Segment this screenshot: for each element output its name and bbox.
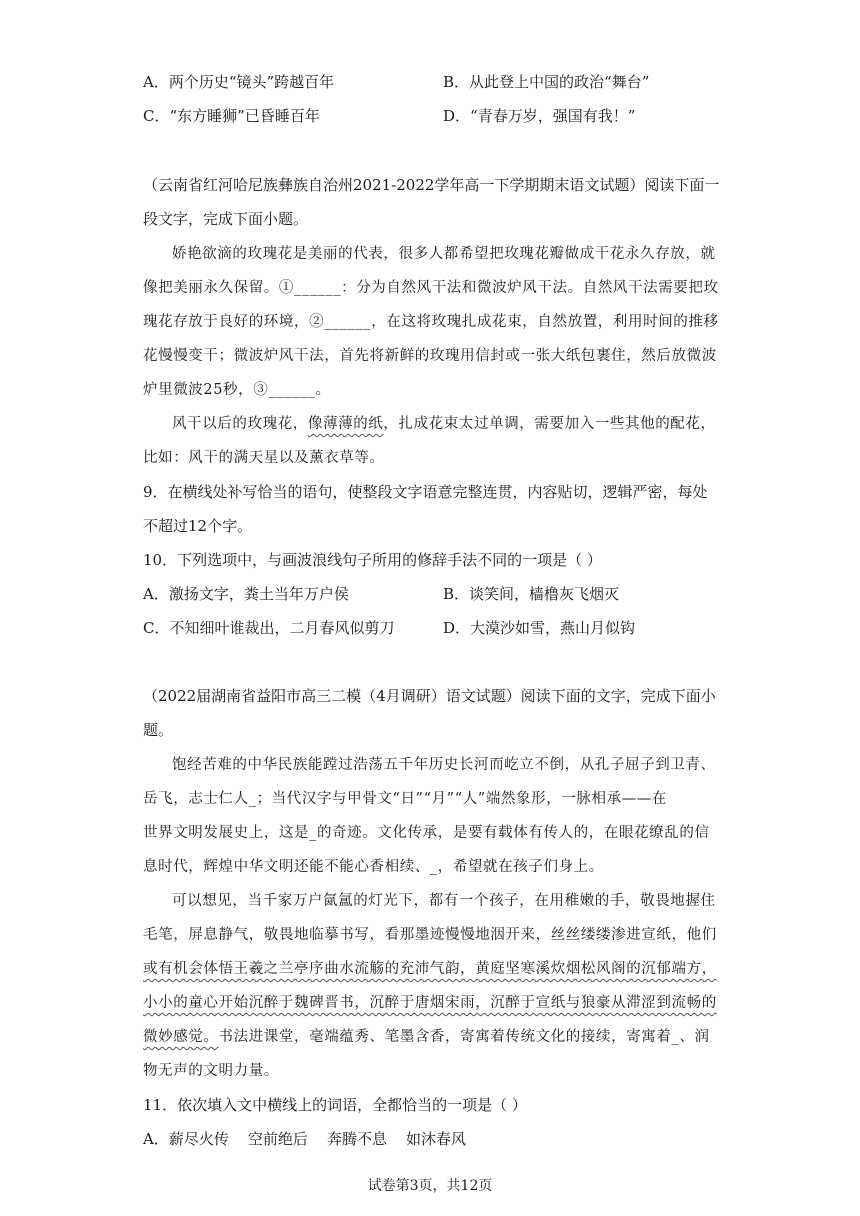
passage2-line: 岳飞，志士仁人_；当代汉字与甲骨文“日”“月”“人”端然象形，一脉相承——在 [143, 791, 668, 807]
wavy-underlined-line: 小小的童心开始沉醉于魏碑晋书，沉醉于唐烟宋雨，沉醉于宣纸与狼豪从滞涩到流畅的 [143, 995, 717, 1011]
option-c: C．“东方睡狮”已昏睡百年 [143, 107, 320, 125]
passage1-line: 娇艳欲滴的玫瑰花是美丽的代表，很多人都希望把玫瑰花瓣做成干花永久存放，就 [172, 246, 716, 262]
section1-source-cont: 段文字，完成下面小题。 [143, 210, 309, 228]
wavy-underlined-line: 或有机会体悟王羲之兰亭序曲水流觞的充沛气韵，黄庭坚寒溪炊烟松风阁的沉郁端方， [143, 961, 717, 977]
question-9: 9．在横线处补写恰当的语句，使整段文字语意完整连贯，内容贴切，逻辑严密，每处 [143, 483, 708, 501]
passage2-line: 可以想见，当千家万户氤氲的灯光下，都有一个孩子，在用稚嫩的手，敬畏地握住 [172, 893, 716, 909]
question-10: 10．下列选项中，与画波浪线句子所用的修辞手法不同的一项是（ ） [143, 551, 602, 569]
q10-option-d: D．大漠沙如雪，燕山月似钩 [443, 619, 636, 637]
passage2-line: 物无声的文明力量。 [143, 1063, 279, 1079]
page-footer: 试卷第3页，共12页 [367, 1178, 493, 1194]
passage1-line: 比如：风干的满天星以及薰衣草等。 [143, 450, 385, 466]
passage2-line: 世界文明发展史上，这是_的奇迹。文化传承，是要有载体有传人的，在眼花缭乱的信 [143, 825, 710, 841]
passage1-line: 炉里微波25秒，③______。 [143, 382, 331, 398]
passage2-line [143, 1027, 710, 1047]
passage2-line: 息时代，辉煌中华文明还能不能心香相续、_，希望就在孩子们身上。 [143, 859, 604, 875]
passage-text: ，扎成花束太过单调，需要加入一些其他的配花， [383, 416, 716, 432]
section2-source-cont: 题。 [143, 721, 174, 739]
section2-source: （2022届湖南省益阳市高三二模（4月调研）语文试题）阅读下面的文字，完成下面小 [143, 687, 716, 705]
passage1-line: 像把美丽永久保留。①______：分为自然风干法和微波炉风干法。自然风干法需要把玫 [143, 280, 719, 296]
option-a: A．两个历史“镜头”跨越百年 [143, 73, 335, 91]
option-b: B．从此登上中国的政治“舞台” [443, 73, 650, 91]
passage-text: 风干以后的玫瑰花， [172, 416, 308, 432]
passage2-line: 毛笔，屏息静气，敬畏地临摹书写，看那墨迹慢慢地洇开来，丝丝缕缕渗进宣纸，他们 [143, 927, 717, 943]
q10-option-c: C．不知细叶谁裁出，二月春风似剪刀 [143, 619, 395, 637]
passage2-line: 饱经苦难的中华民族能蹚过浩荡五千年历史长河而屹立不倒，从孔子屈子到卫青、 [172, 757, 716, 773]
q10-option-a: A．激扬文字，粪土当年万户侯 [143, 585, 349, 603]
question-9-cont: 不超过12个字。 [143, 517, 253, 535]
passage1-line [172, 414, 716, 434]
section1-source: （云南省红河哈尼族彝族自治州2021-2022学年高一下学期期末语文试题）阅读下面一 [143, 176, 720, 194]
passage1-line: 瑰花存放于良好的环境，②______，在这将玫瑰扎成花束，自然放置，利用时间的推移 [143, 314, 719, 330]
passage-text: 书法进课堂，毫端蕴秀、笔墨含香，寄寓着传统文化的接续，寄寓着_、润 [218, 1029, 710, 1045]
q11-option-a: A．薪尽火传 空前绝后 奔腾不息 如沐春风 [143, 1130, 467, 1148]
wavy-underlined-sentence: 微妙感觉。 [143, 1029, 219, 1045]
question-11: 11．依次填入文中横线上的词语，全都恰当的一项是（ ） [143, 1096, 527, 1114]
passage1-line: 花慢慢变干；微波炉风干法，首先将新鲜的玫瑰用信封或一张大纸包裹住，然后放微波 [143, 348, 717, 364]
wavy-underlined-sentence: 像薄薄的纸 [307, 416, 384, 432]
q10-option-b: B．谈笑间，樯橹灰飞烟灭 [443, 585, 620, 603]
option-d: D．“青春万岁，强国有我！” [443, 107, 636, 125]
